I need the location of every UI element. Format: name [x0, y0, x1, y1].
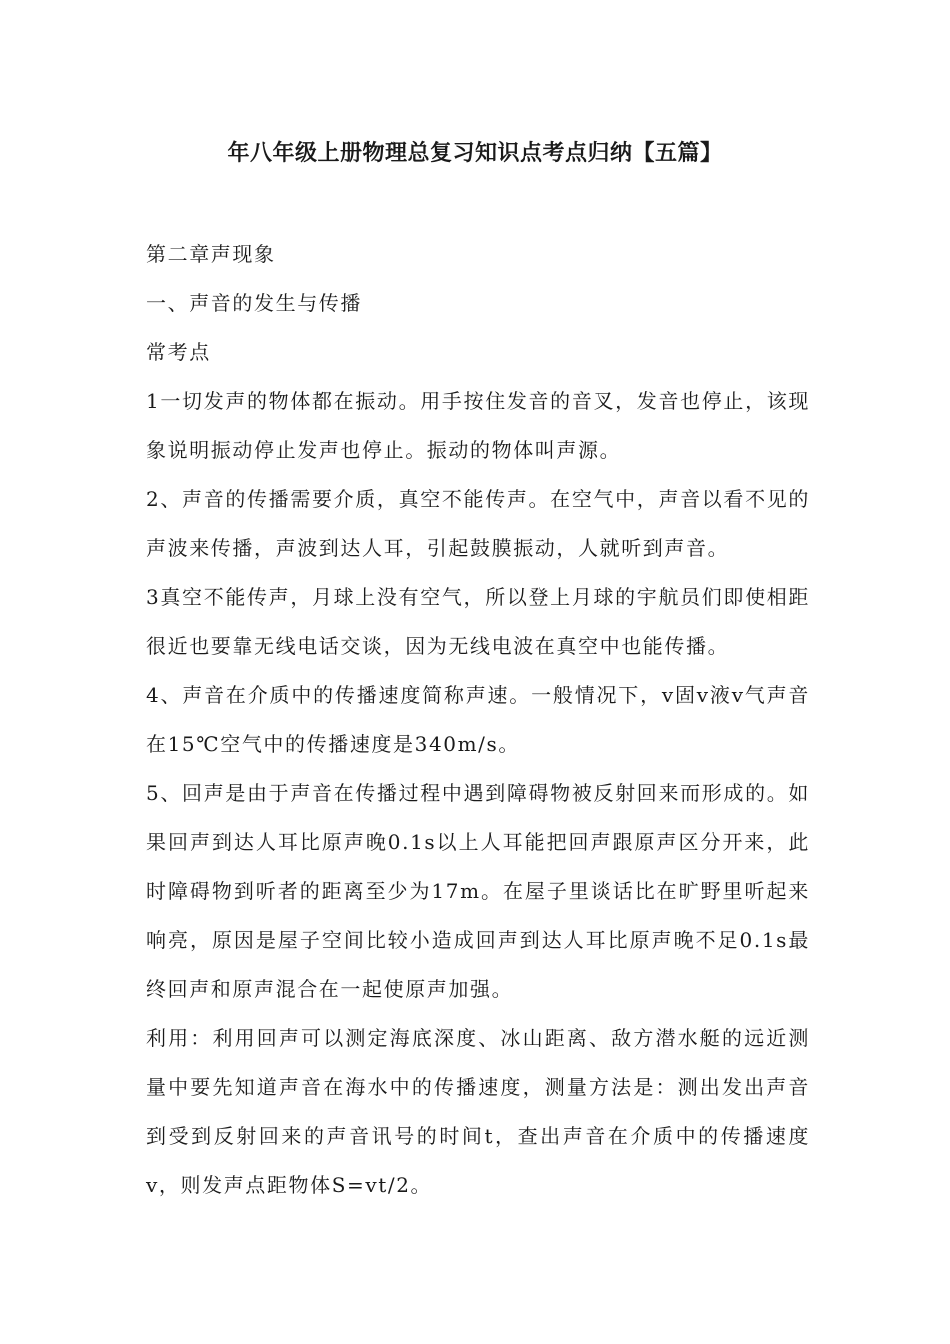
paragraph-point-2: 2、声音的传播需要介质，真空不能传声。在空气中，声音以看不见的声波来传播，声波到达人耳，引起鼓膜振动，人就听到声音。	[146, 487, 810, 560]
paragraph-point-3: 3真空不能传声，月球上没有空气，所以登上月球的宇航员们即使相距很近也要靠无线电话交谈，因为无线电波在真空中也能传播。	[146, 585, 810, 658]
document-body	[146, 230, 810, 1210]
paragraph-usage: 利用：利用回声可以测定海底深度、冰山距离、敌方潜水艇的远近测量中要先知道声音在海水中的传播速度，测量方法是：测出发出声音到受到反射回来的声音讯号的时间t，查出声音在介质中的传播速度v，则发声点距物体S=vt/2。	[146, 1026, 810, 1197]
chapter-heading: 第二章声现象	[146, 242, 276, 266]
paragraph-point-4: 4、声音在介质中的传播速度简称声速。一般情况下，v固v液v气声音在15℃空气中的传播速度是340m/s。	[146, 683, 810, 756]
paragraph-point-5: 5、回声是由于声音在传播过程中遇到障碍物被反射回来而形成的。如果回声到达人耳比原声晚0.1s以上人耳能把回声跟原声区分开来，此时障碍物到听者的距离至少为17m。在屋子里谈话比在旷野里听起来响亮，原因是屋子空间比较小造成回声到达人耳比原声晚不足0.1s最终回声和原声混合在一起使原声加强。	[146, 781, 810, 1001]
paragraph-point-1: 1一切发声的物体都在振动。用手按住发音的音叉，发音也停止，该现象说明振动停止发声也停止。振动的物体叫声源。	[146, 389, 810, 462]
subsection-heading: 常考点	[146, 340, 211, 364]
document-title: 年八年级上册物理总复习知识点考点归纳【五篇】	[227, 141, 723, 166]
section-heading: 一、声音的发生与传播	[146, 291, 362, 315]
